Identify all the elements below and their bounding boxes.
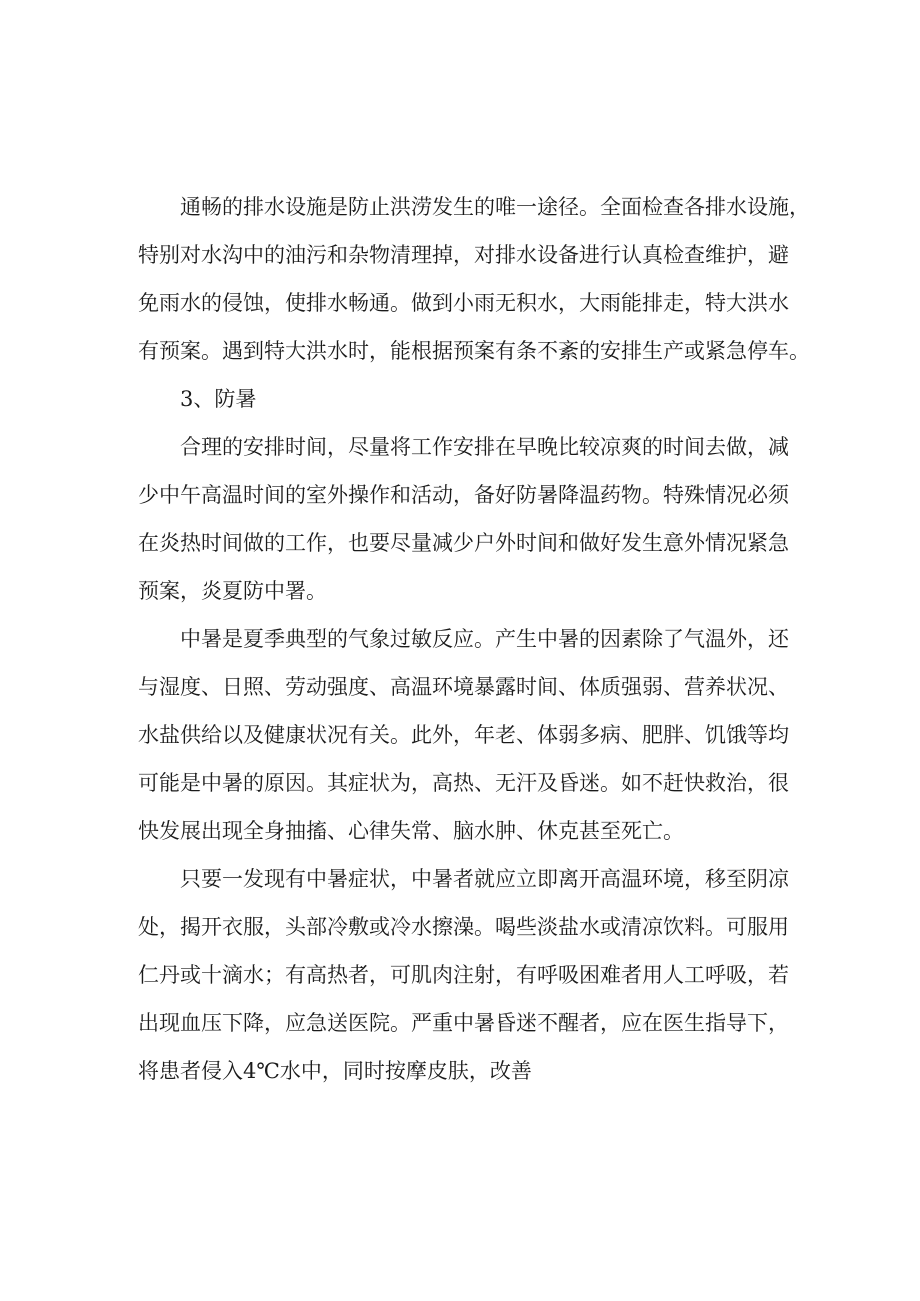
paragraph-line: 预案，炎夏防中署。 bbox=[138, 579, 327, 603]
paragraph-line: 可能是中暑的原因。其症状为，高热、无汗及昏迷。如不赶快救治，很 bbox=[138, 771, 789, 795]
paragraph-line: 与湿度、日照、劳动强度、高温环境暴露时间、体质强弱、营养状况、 bbox=[138, 675, 789, 699]
paragraph-line: 中暑是夏季典型的气象过敏反应。产生中暑的因素除了气温外，还 bbox=[180, 627, 789, 651]
paragraph-line: 在炎热时间做的工作，也要尽量减少户外时间和做好发生意外情况紧急 bbox=[138, 531, 789, 555]
paragraph-line: 特别对水沟中的油污和杂物清理掉，对排水设备进行认真检查维护，避 bbox=[138, 243, 789, 267]
paragraph-line: 免雨水的侵蚀，使排水畅通。做到小雨无积水，大雨能排走，特大洪水 bbox=[138, 291, 789, 315]
paragraph-line: 合理的安排时间，尽量将工作安排在早晚比较凉爽的时间去做，减 bbox=[180, 435, 789, 459]
paragraph-line: 通畅的排水设施是防止洪涝发生的唯一途径。全面检查各排水设施， bbox=[180, 195, 810, 219]
paragraph-line: 有预案。遇到特大洪水时，能根据预案有条不紊的安排生产或紧急停车。 bbox=[138, 339, 810, 363]
paragraph-line: 出现血压下降，应急送医院。严重中暑昏迷不醒者，应在医生指导下， bbox=[138, 1011, 789, 1035]
paragraph-line: 快发展出现全身抽搐、心律失常、脑水肿、休克甚至死亡。 bbox=[138, 819, 684, 843]
paragraph-line: 少中午高温时间的室外操作和活动，备好防暑降温药物。特殊情况必须 bbox=[138, 483, 789, 507]
paragraph-line: 处，揭开衣服，头部冷敷或冷水擦澡。喝些淡盐水或清凉饮料。可服用 bbox=[138, 915, 789, 939]
paragraph-line: 水盐供给以及健康状况有关。此外，年老、体弱多病、肥胖、饥饿等均 bbox=[138, 723, 789, 747]
paragraph-line: 将患者侵入4℃水中，同时按摩皮肤，改善 bbox=[138, 1059, 532, 1083]
section-heading: 3、防暑 bbox=[180, 387, 257, 411]
paragraph-line: 仁丹或十滴水；有高热者，可肌肉注射，有呼吸困难者用人工呼吸，若 bbox=[138, 963, 789, 987]
paragraph-line: 只要一发现有中暑症状，中暑者就应立即离开高温环境，移至阴凉 bbox=[180, 867, 789, 891]
